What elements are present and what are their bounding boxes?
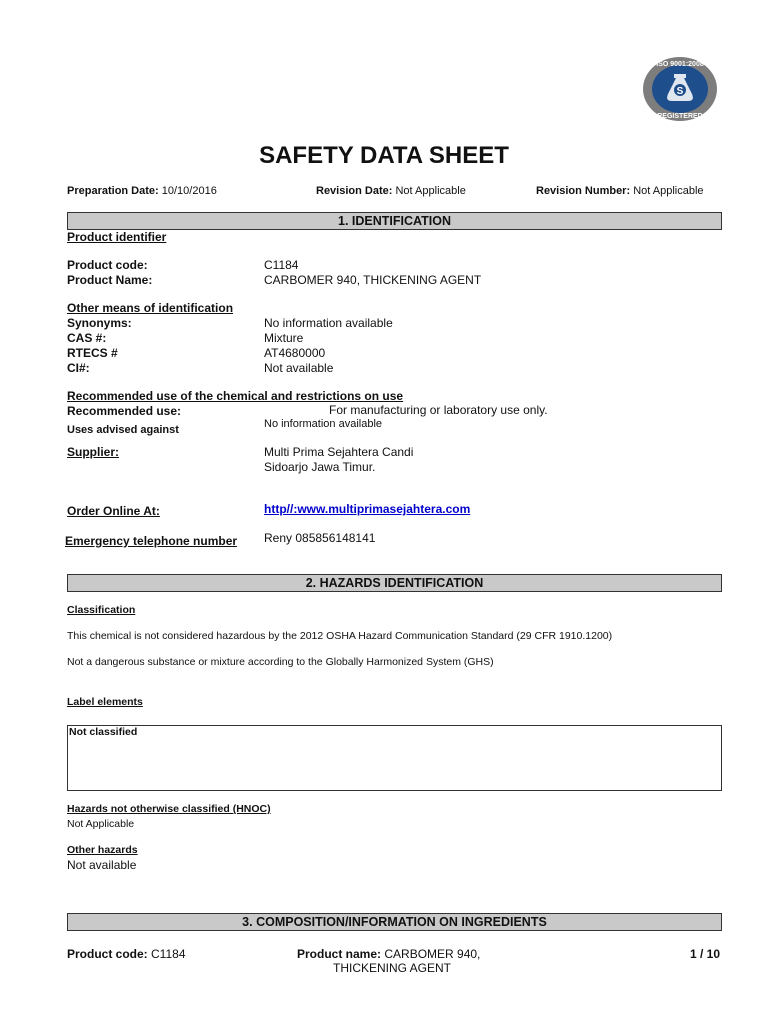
section-3-header: 3. COMPOSITION/INFORMATION ON INGREDIENTS	[67, 913, 722, 931]
label-elements-heading: Label elements	[67, 696, 143, 708]
emergency-phone-value: Reny 085856148141	[264, 531, 376, 545]
page-number: 1 / 10	[690, 947, 721, 961]
revision-number	[536, 185, 704, 197]
supplier-line-1: Multi Prima Sejahtera Candi	[264, 445, 414, 459]
other-hazards-value: Not available	[67, 858, 137, 872]
logo-letter: S	[676, 86, 684, 97]
product-code-value: C1184	[264, 258, 299, 272]
footer-product-code-label: Product code:	[67, 947, 148, 961]
iso-registered-logo	[641, 56, 719, 122]
footer-product-code-value: C1184	[151, 947, 186, 961]
section-2-header: 2. HAZARDS IDENTIFICATION	[67, 574, 722, 592]
rtecs-label: RTECS #	[67, 346, 118, 360]
revision-date-value: Not Applicable	[395, 185, 466, 197]
osha-statement: This chemical is not considered hazardous by the 2012 OSHA Hazard Communication Standard (29 CFR 1910.1200)	[67, 630, 613, 642]
order-online-label: Order Online At:	[67, 504, 160, 518]
revision-number-value: Not Applicable	[633, 185, 704, 197]
uses-advised-against-label: Uses advised against	[67, 424, 179, 436]
recommended-use-label: Recommended use:	[67, 404, 182, 418]
revision-number-label: Revision Number:	[536, 185, 631, 197]
product-code-label: Product code:	[67, 258, 148, 272]
revision-date-label: Revision Date:	[316, 185, 393, 197]
cas-value: Mixture	[264, 331, 304, 345]
emergency-phone-label: Emergency telephone number	[65, 534, 238, 548]
synonyms-label: Synonyms:	[67, 316, 132, 330]
product-name-label: Product Name:	[67, 273, 153, 287]
footer-product-name-value-1: CARBOMER 940,	[384, 947, 481, 961]
footer-product-name-label: Product name:	[297, 947, 382, 961]
section-1-header: 1. IDENTIFICATION	[67, 212, 722, 230]
other-means-heading: Other means of identification	[67, 301, 234, 315]
footer-product-name-value-2: THICKENING AGENT	[333, 961, 452, 975]
hnoc-heading: Hazards not otherwise classified (HNOC)	[67, 803, 271, 815]
ghs-statement: Not a dangerous substance or mixture according to the Globally Harmonized System (GHS)	[67, 656, 494, 668]
supplier-line-2: Sidoarjo Jawa Timur.	[264, 460, 376, 474]
footer-product-name	[297, 947, 480, 961]
rtecs-value: AT4680000	[264, 346, 326, 360]
recommended-use-heading: Recommended use of the chemical and restrictions on use	[67, 389, 404, 403]
other-hazards-heading: Other hazards	[67, 844, 138, 856]
recommended-use-value: For manufacturing or laboratory use only.	[329, 403, 548, 417]
preparation-date-label: Preparation Date:	[67, 185, 159, 197]
product-name-value: CARBOMER 940, THICKENING AGENT	[264, 273, 482, 287]
synonyms-value: No information available	[264, 316, 393, 330]
product-identifier-heading: Product identifier	[67, 230, 167, 244]
label-elements-box	[67, 725, 722, 791]
classification-heading: Classification	[67, 604, 136, 616]
order-online-link[interactable]: http//:www.multiprimasejahtera.com	[264, 502, 471, 516]
preparation-date-value: 10/10/2016	[161, 185, 217, 197]
logo-text-top: ISO 9001:2008	[656, 61, 704, 68]
supplier-label: Supplier:	[67, 445, 120, 459]
page-title: SAFETY DATA SHEET	[259, 142, 509, 169]
not-classified-text: Not classified	[69, 726, 138, 738]
preparation-date	[67, 185, 217, 197]
revision-date	[316, 185, 466, 197]
cas-label: CAS #:	[67, 331, 107, 345]
footer-product-code	[67, 947, 186, 961]
uses-advised-against-value: No information available	[264, 418, 383, 430]
ci-label: CI#:	[67, 361, 90, 375]
logo-text-bottom: REGISTERED	[657, 113, 703, 120]
hnoc-value: Not Applicable	[67, 818, 135, 830]
ci-value: Not available	[264, 361, 334, 375]
